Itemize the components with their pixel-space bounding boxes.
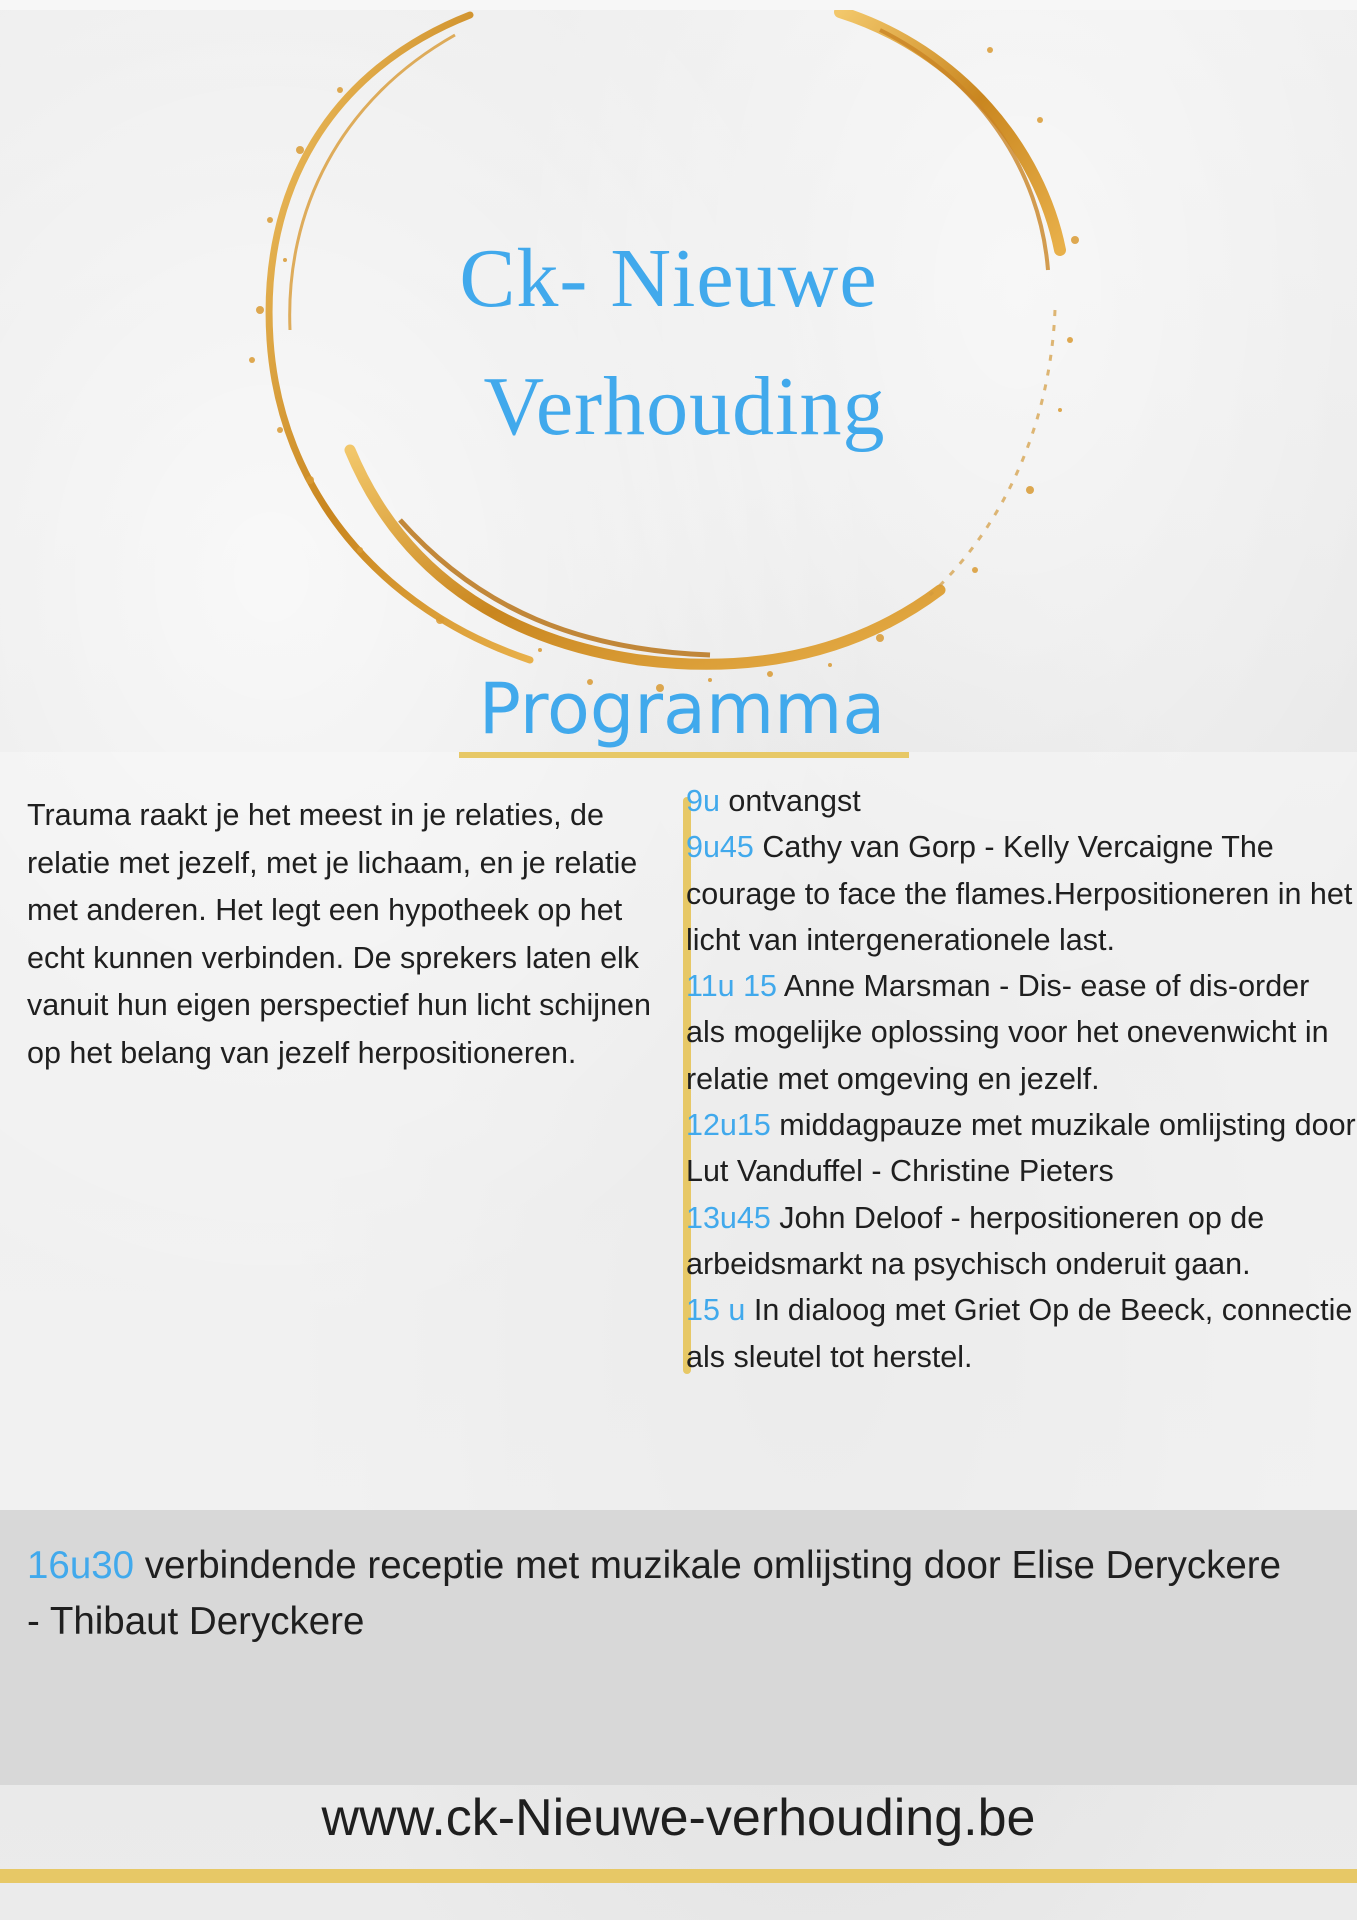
schedule-time: 15 u bbox=[686, 1293, 746, 1328]
schedule-time: 9u45 bbox=[686, 830, 754, 865]
top-strip bbox=[0, 0, 1357, 10]
heading-underline bbox=[459, 752, 909, 758]
schedule-item bbox=[686, 778, 1356, 824]
schedule-list bbox=[686, 778, 1356, 1380]
reception-description: verbindende receptie met muzikale omlijsting door Elise Deryckere - Thibaut Deryckere bbox=[27, 1544, 1282, 1643]
schedule-item bbox=[686, 824, 1356, 963]
intro-paragraph: Trauma raakt je het meest in je relaties, de relatie met jezelf, met je lichaam, en je relatie met anderen. Het legt een hypotheek op het echt kunnen verbinden. De sprekers laten elk vanuit hun eigen perspectief hun licht schijnen op het belang van jezelf herpositioneren. bbox=[27, 798, 651, 1070]
brand-title bbox=[0, 215, 1357, 471]
schedule-text: John Deloof - herpositioneren op de arbeidsmarkt na psychisch onderuit gaan. bbox=[686, 1200, 1265, 1281]
reception-text bbox=[27, 1538, 1287, 1650]
schedule-text: Anne Marsman - Dis- ease of dis-order als mogelijke oplossing voor het onevenwicht in relatie met omgeving en jezelf. bbox=[686, 969, 1329, 1096]
schedule-item bbox=[686, 1287, 1356, 1380]
schedule-time: 13u45 bbox=[686, 1200, 771, 1235]
website-link[interactable]: www.ck-Nieuwe-verhouding.be bbox=[321, 1789, 1036, 1847]
schedule-text: middagpauze met muzikale omlijsting door Lut Vanduffel - Christine Pieters bbox=[686, 1108, 1356, 1189]
schedule-time: 11u 15 bbox=[686, 969, 778, 1004]
schedule-item bbox=[686, 1195, 1356, 1288]
schedule-item bbox=[686, 1102, 1356, 1195]
schedule-text: Cathy van Gorp - Kelly Vercaigne The courage to face the flames.Herpositioneren in het licht van intergenerationele last. bbox=[686, 830, 1353, 957]
schedule-item bbox=[686, 963, 1356, 1102]
schedule-time: 12u15 bbox=[686, 1108, 771, 1143]
programma-heading: Programma bbox=[478, 668, 886, 750]
hero-section bbox=[0, 10, 1357, 752]
brand-title-line-1: Ck- Nieuwe bbox=[459, 232, 878, 325]
schedule-text: ontvangst bbox=[719, 784, 861, 818]
schedule-text: In dialoog met Griet Op de Beeck, connectie als sleutel tot herstel. bbox=[686, 1293, 1353, 1374]
reception-time: 16u30 bbox=[27, 1544, 135, 1587]
schedule-time: 9u bbox=[686, 784, 720, 818]
bottom-gold-bar bbox=[0, 1869, 1357, 1883]
brand-title-line-2: Verhouding bbox=[483, 360, 886, 453]
